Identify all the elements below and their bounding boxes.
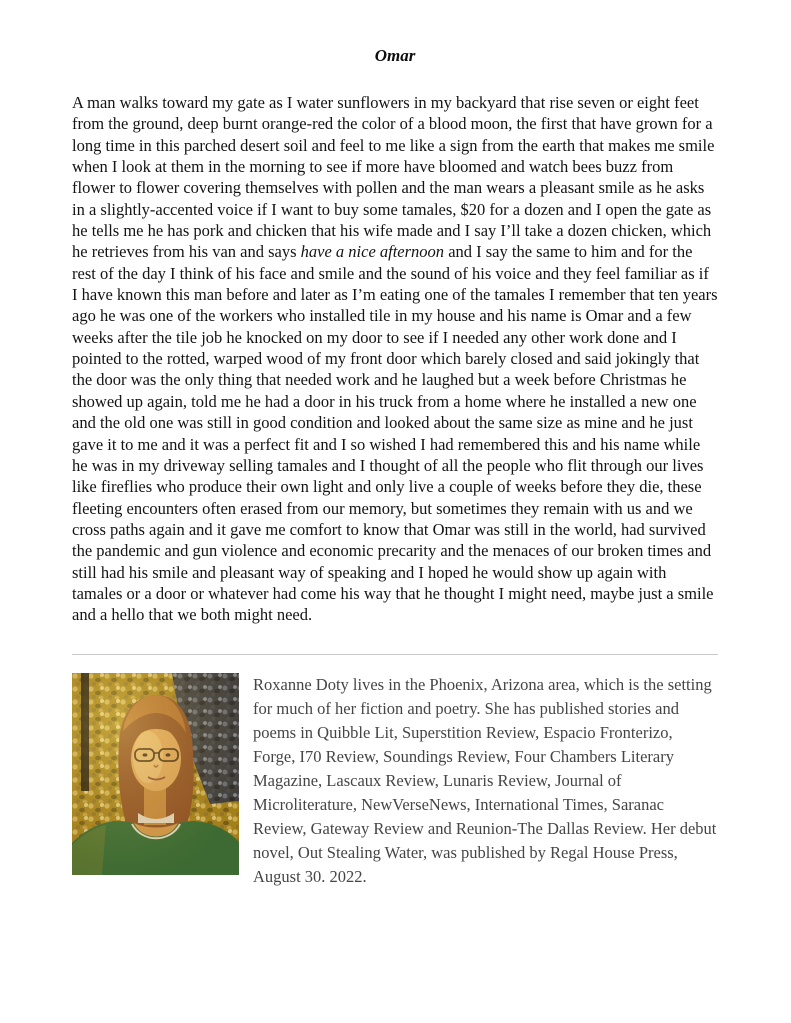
poem-paragraph bbox=[72, 92, 718, 626]
author-bio-section bbox=[72, 673, 718, 889]
photo-light-overlay bbox=[72, 673, 239, 875]
author-bio-text: Roxanne Doty lives in the Phoenix, Arizona area, which is the setting for much of her fiction and poetry. She has published stories and poems in Quibble Lit, Superstition Review, Espacio Fronterizo, Forge, I70 Review, Soundings Review, Four Chambers Literary Magazine, Lascaux Review, Lunaris Review, Journal of Microliterature, NewVerseNews, International Times, Saranac Review, Gateway Review and Reunion-The Dallas Review. Her debut novel, Out Stealing Water, was published by Regal House Press, August 30. 2022. bbox=[253, 674, 717, 886]
poem-text-before: A man walks toward my gate as I water sunflowers in my backyard that rise seven or eight feet from the ground, deep burnt orange-red the color of a blood moon, the first that have grown for a long time in this parched desert soil and feel to me like a sign from the earth that makes me smile when I look at them in the morning to see if more have bloomed and watch bees buzz from flower to flower covering themselves with pollen and the man wears a pleasant smile as he asks in a slightly-accented voice if I want to buy some tamales, $20 for a dozen and I open the gate as he tells me he has pork and chicken that his wife made and I say I’ll take a dozen chicken, which he retrieves from his van and says bbox=[72, 93, 715, 262]
section-divider bbox=[72, 654, 718, 655]
poem-text-after: and I say the same to him and for the rest of the day I think of his face and smile and the sound of his voice and they feel familiar as if I have known this man before and later as I’m eating one of the tamales I remember that ten years ago he was one of the workers who installed tile in my house and his name is Omar and a few weeks after the tile job he knocked on my door to see if I needed any other work done and I pointed to the rotted, warped wood of my front door which barely closed and said jokingly that the door was the only thing that needed work and he laughed but a week before Christmas he showed up again, told me he had a door in his truck from a home where he installed a new one and the old one was still in good condition and looked about the same size as mine and he just gave it to me and it was a perfect fit and I so wished I had remembered this and his name while he was in my driveway selling tamales and I thought of all the people who flit through our lives like fireflies who produce their own light and only live a couple of weeks before they die, these fleeting encounters often erased from our memory, but sometimes they remain with us and we cross paths again and it gave me comfort to know that Omar was still in the world, had survived the pandemic and gun violence and economic precarity and the menaces of our broken times and still had his smile and pleasant way of speaking and I hoped he would show up again with tamales or a door or whatever had come his way that he thought I might need, maybe just a smile and a hello that we both might need. bbox=[72, 242, 718, 625]
page-title: Omar bbox=[374, 46, 416, 65]
poem-italic-phrase: have a nice afternoon bbox=[300, 242, 445, 262]
author-photo bbox=[72, 673, 239, 875]
